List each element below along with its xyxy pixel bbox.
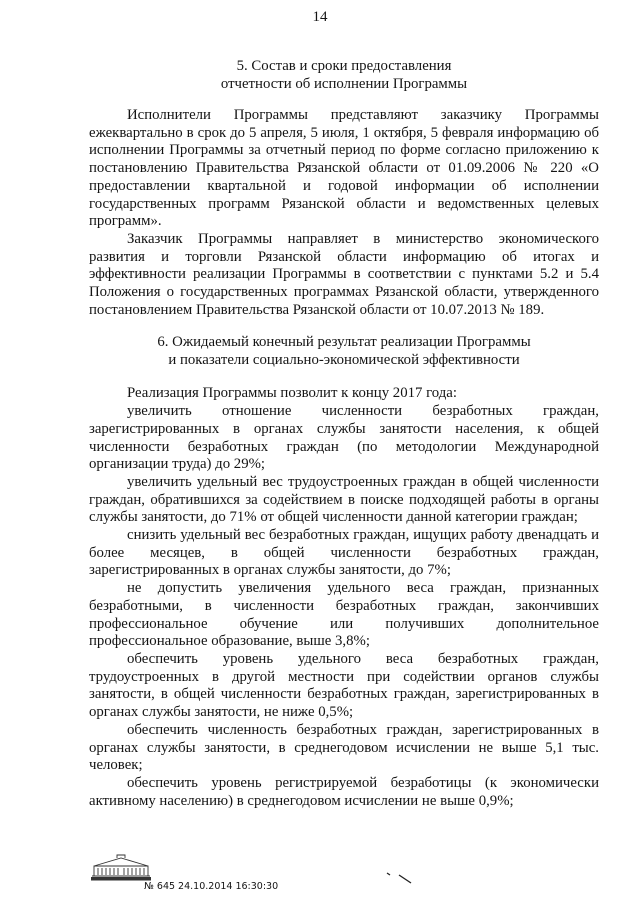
section-6-intro: Реализация Программы позволит к концу 2017 года: [127, 385, 457, 402]
document-footer [90, 852, 350, 892]
document-body [89, 42, 599, 810]
page-number: 14 [312, 9, 328, 25]
section-5-paragraph: Заказчик Программы направляет в министерство экономического развития и торговли Рязанской области информацию об итогах и эффективности реализации Программы в соответствии с пунктами 5.2 и 5.4 Положения о государственных программах Рязанской области, утвержденного постановлением Правительства Рязанской области от 10.07.2013 № 189. [89, 230, 599, 318]
section-5-title-line-1: 5. Состав и сроки предоставления [236, 58, 452, 74]
section-5-title-line-2: отчетности об исполнении Программы [220, 76, 468, 92]
section-6-title-line-1: 6. Ожидаемый конечный результат реализации Программы [157, 334, 531, 351]
result-item: снизить удельный вес безработных граждан, ищущих работу двенадцать и более месяцев, в общей численности безработных граждан, зарегистрированных в органах службы занятости, до 7%; [89, 527, 599, 579]
scan-mark-icon [385, 870, 417, 886]
result-item: не допустить увеличения удельного веса граждан, признанных безработными, в численности безработных граждан, закончивших профессиональное обучение или получивших дополнительное профессиональное образование, выше 3,8%; [89, 580, 599, 650]
section-6-title-line-2: и показатели социально-экономической эффективности [168, 352, 520, 369]
building-emblem-icon [90, 852, 152, 882]
section-6-heading [89, 333, 599, 369]
result-item: обеспечить численность безработных граждан, зарегистрированных в органах службы занятости, в среднегодовом исчислении не выше 5,1 тыс. человек; [89, 721, 599, 774]
registration-stamp: № 645 24.10.2014 16:30:30 [144, 881, 279, 892]
result-item: обеспечить уровень удельного веса безработных граждан, трудоустроенных в другой местности при содействии органов службы занятости, в общей численности безработных граждан, зарегистрированных в органах службы занятости, не ниже 0,5%; [89, 650, 599, 721]
section-5-heading [89, 57, 599, 93]
result-item: увеличить удельный вес трудоустроенных граждан в общей численности граждан, обратившихся за содействием в поиске подходящей работы в органы службы занятости, до 71% от общей численности данной категории граждан; [89, 473, 599, 526]
section-5-paragraph: Исполнители Программы представляют заказчику Программы ежеквартально в срок до 5 апреля, 5 июля, 1 октября, 5 февраля информацию об исполнении Программы за отчетный период по форме согласно приложению к постановлению Правительства Рязанской области от 01.09.2006 № 220 «О предоставлении квартальной и годовой информации об исполнении государственных программ Рязанской области и ведомственных целевых программ». [89, 107, 599, 230]
result-item: увеличить отношение численности безработных граждан, зарегистрированных в органах службы занятости населения, к общей численности безработных граждан (по методологии Международной организации труда) до 29%; [89, 403, 599, 473]
result-item: обеспечить уровень регистрируемой безработицы (к экономически активному населению) в среднегодовом исчислении не выше 0,9%; [89, 774, 599, 809]
